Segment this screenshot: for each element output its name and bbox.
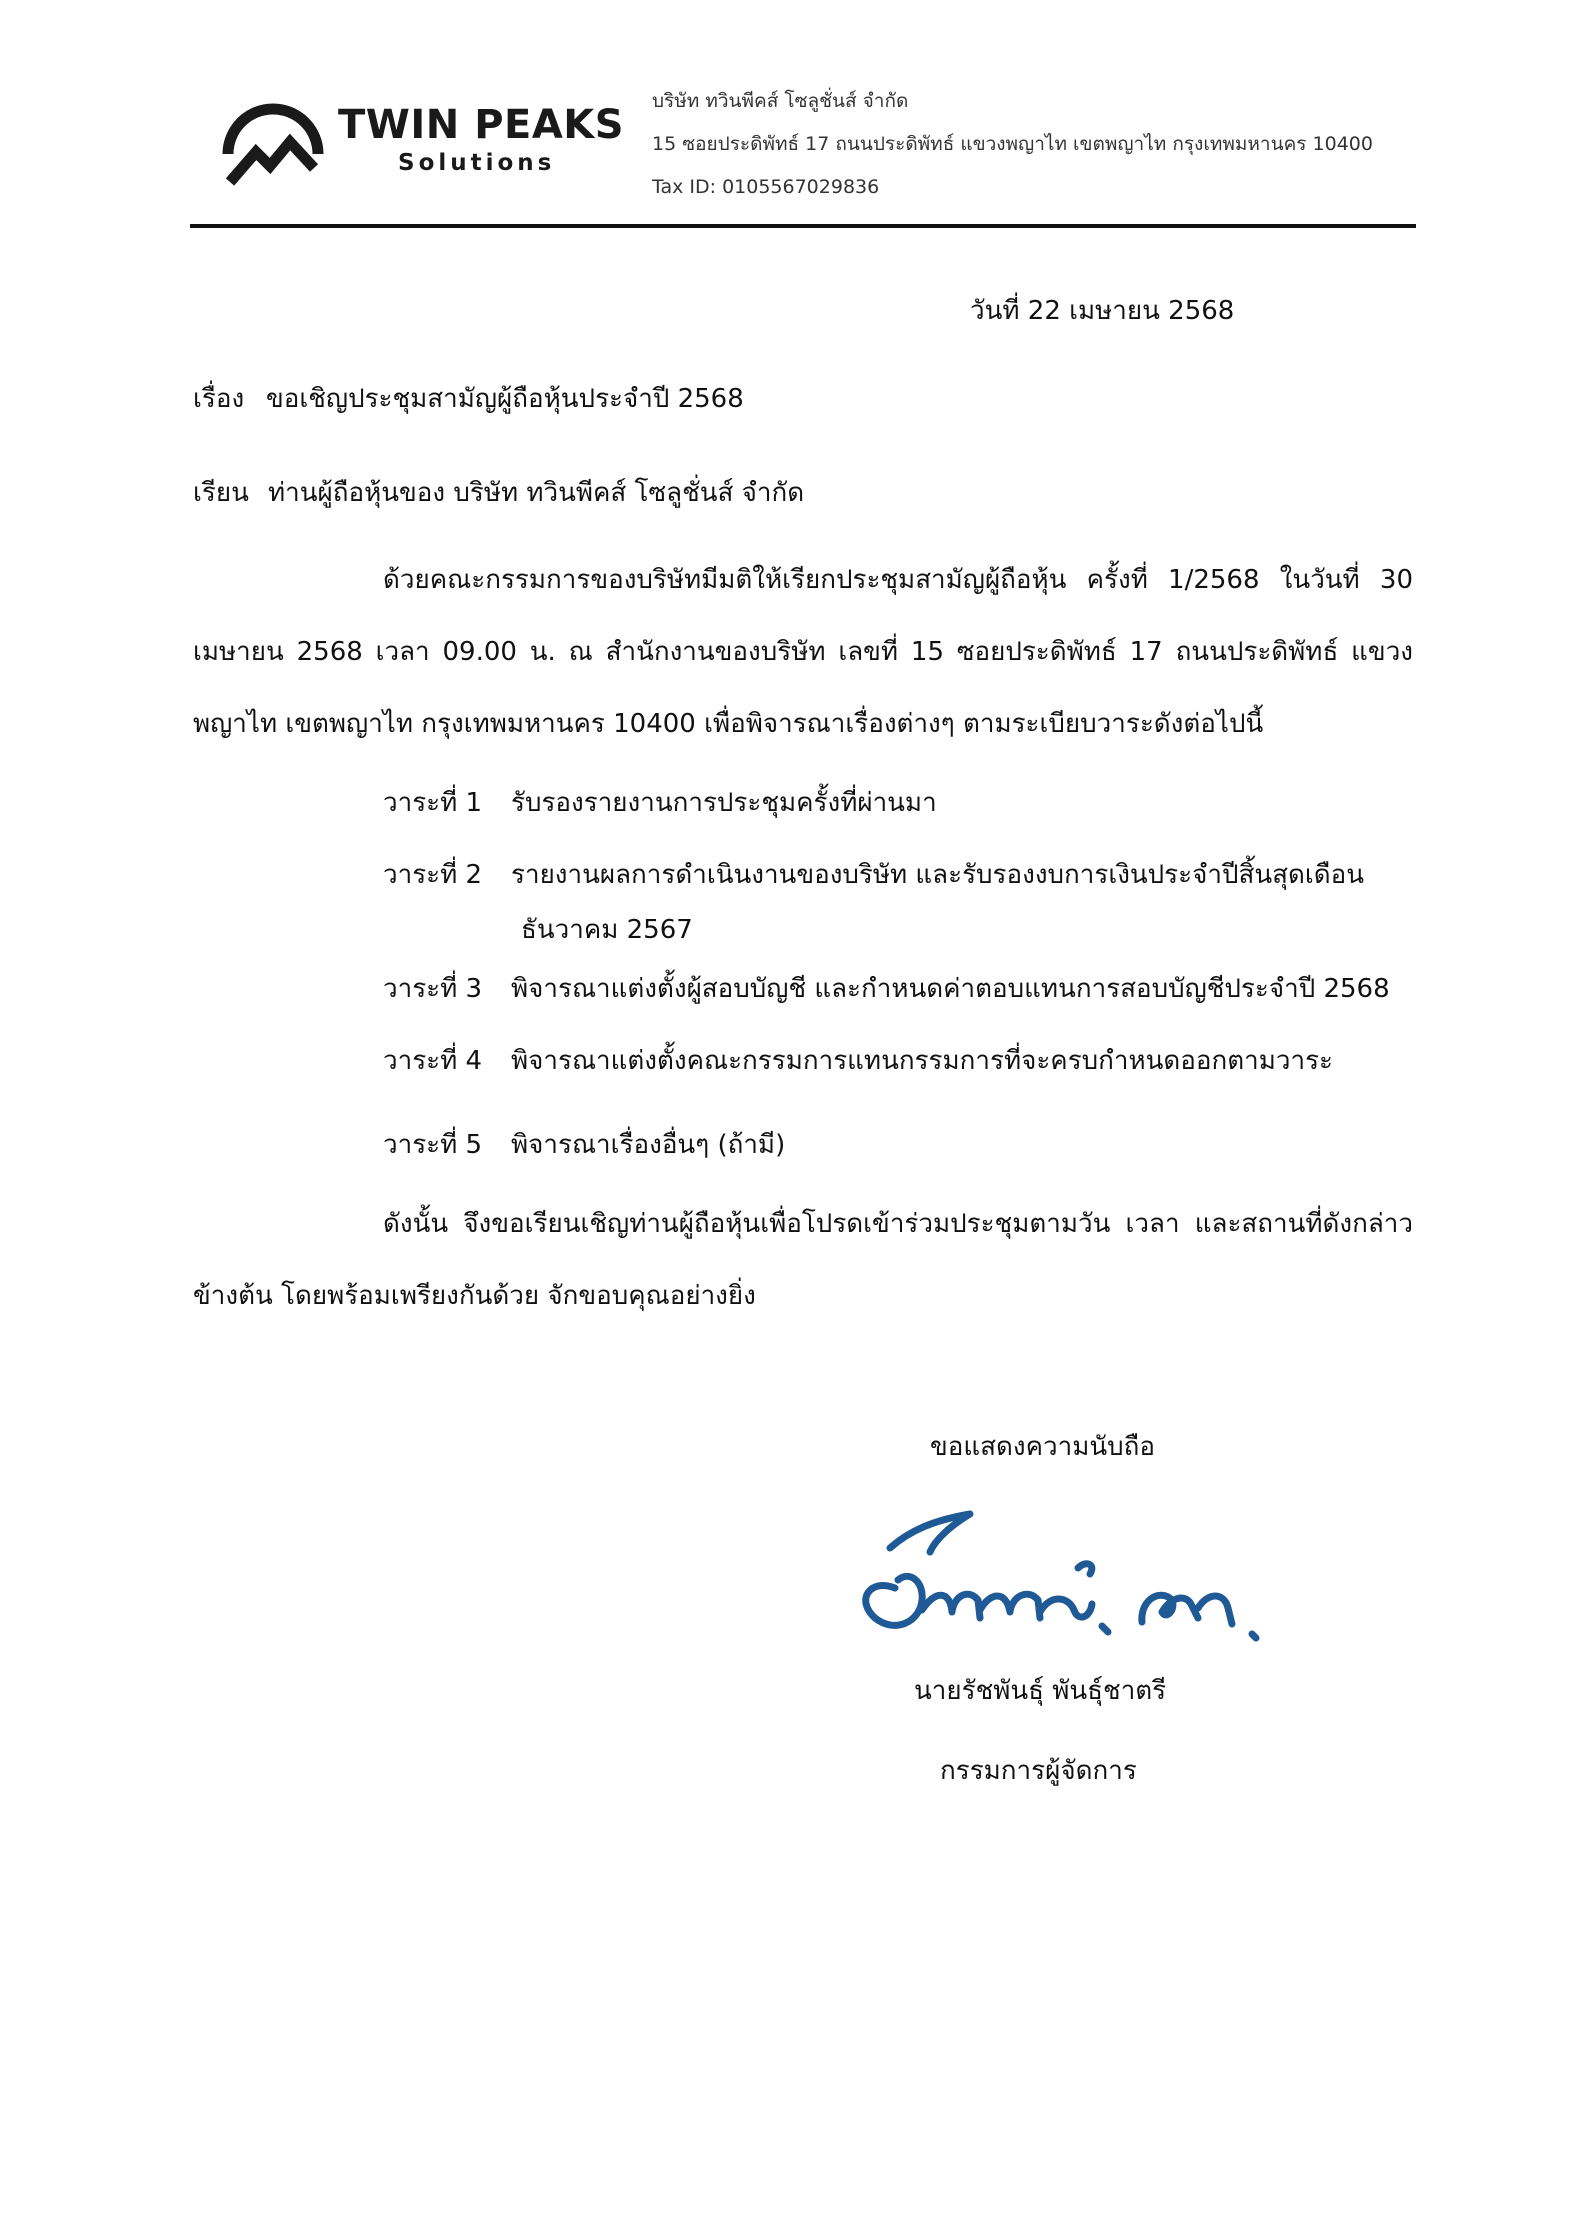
agenda-number: วาระที่ 4 [383, 1046, 483, 1076]
agenda-continuation: ธันวาคม 2567 [521, 915, 693, 945]
logo-subtitle: Solutions [398, 150, 556, 176]
agenda-number: วาระที่ 3 [383, 974, 483, 1004]
intro-text: ด้วยคณะกรรมการของบริษัทมีมติให้เรียกประชุมสามัญผู้ถือหุ้น ครั้งที่ 1/2568 ในวันที่ 30 เมษายน 2568 เวลา 09.00 น. ณ สำนักงานของบริษัท เลขที่ 15 ซอยประดิพัทธ์ 17 ถนนประดิพัทธ์ แขวงพญาไท เขตพญาไท กรุงเทพมหานคร 10400 เพื่อพิจารณาเรื่องต่างๆ ตามระเบียบวาระดังต่อไปนี้ [193, 565, 1413, 739]
closing-text: ดังนั้น จึงขอเรียนเชิญท่านผู้ถือหุ้นเพื่อโปรดเข้าร่วมประชุมตามวัน เวลา และสถานที่ดังกล่าวข้างต้น โดยพร้อมเพรียงกันด้วย จักขอบคุณอย่างยิ่ง [193, 1209, 1413, 1311]
subject-label: เรื่อง [193, 384, 245, 414]
regards-text: ขอแสดงความนับถือ [930, 1432, 1155, 1462]
signatory-name: นายรัชพันธุ์ พันธุ์ชาตรี [914, 1676, 1167, 1706]
agenda-number: วาระที่ 2 [383, 860, 483, 890]
company-name: บริษัท ทวินพีคส์ โซลูชั่นส์ จำกัด [652, 90, 909, 112]
agenda-item [383, 1124, 785, 1165]
agenda-item [383, 782, 937, 823]
mountain-peaks-icon [218, 92, 328, 192]
company-address: 15 ซอยประดิพัทธ์ 17 ถนนประดิพัทธ์ แขวงพญาไท เขตพญาไท กรุงเทพมหานคร 10400 [652, 133, 1373, 155]
agenda-number: วาระที่ 5 [383, 1130, 483, 1160]
intro-paragraph [193, 544, 1413, 760]
subject-text: ขอเชิญประชุมสามัญผู้ถือหุ้นประจำปี 2568 [266, 384, 744, 414]
agenda-text: รายงานผลการดำเนินงานของบริษัท และรับรองงบการเงินประจำปีสิ้นสุดเดือน [511, 860, 1365, 890]
agenda-text: รับรองรายงานการประชุมครั้งที่ผ่านมา [511, 788, 937, 818]
agenda-item [383, 854, 1364, 950]
agenda-number: วาระที่ 1 [383, 788, 483, 818]
company-tax-id: Tax ID: 0105567029836 [652, 176, 880, 198]
header-divider [190, 224, 1416, 228]
agenda-text: พิจารณาแต่งตั้งคณะกรรมการแทนกรรมการที่จะครบกำหนดออกตามวาระ [511, 1046, 1334, 1076]
letter-date: วันที่ 22 เมษายน 2568 [970, 296, 1235, 326]
company-info [652, 80, 1373, 209]
handwritten-signature [840, 1500, 1280, 1670]
salutation-text: ท่านผู้ถือหุ้นของ บริษัท ทวินพีคส์ โซลูชั่นส์ จำกัด [268, 478, 805, 508]
agenda-text: พิจารณาเรื่องอื่นๆ (ถ้ามี) [511, 1130, 786, 1160]
agenda-item [383, 1040, 1333, 1081]
company-logo [218, 92, 628, 192]
signatory-title: กรรมการผู้จัดการ [940, 1756, 1137, 1786]
closing-paragraph [193, 1188, 1413, 1332]
agenda-text: พิจารณาแต่งตั้งผู้สอบบัญชี และกำหนดค่าตอบแทนการสอบบัญชีประจำปี 2568 [511, 974, 1390, 1004]
agenda-item [383, 968, 1390, 1009]
logo-wordmark: TWIN PEAKS [338, 102, 625, 148]
salutation-label: เรียน [193, 478, 249, 508]
